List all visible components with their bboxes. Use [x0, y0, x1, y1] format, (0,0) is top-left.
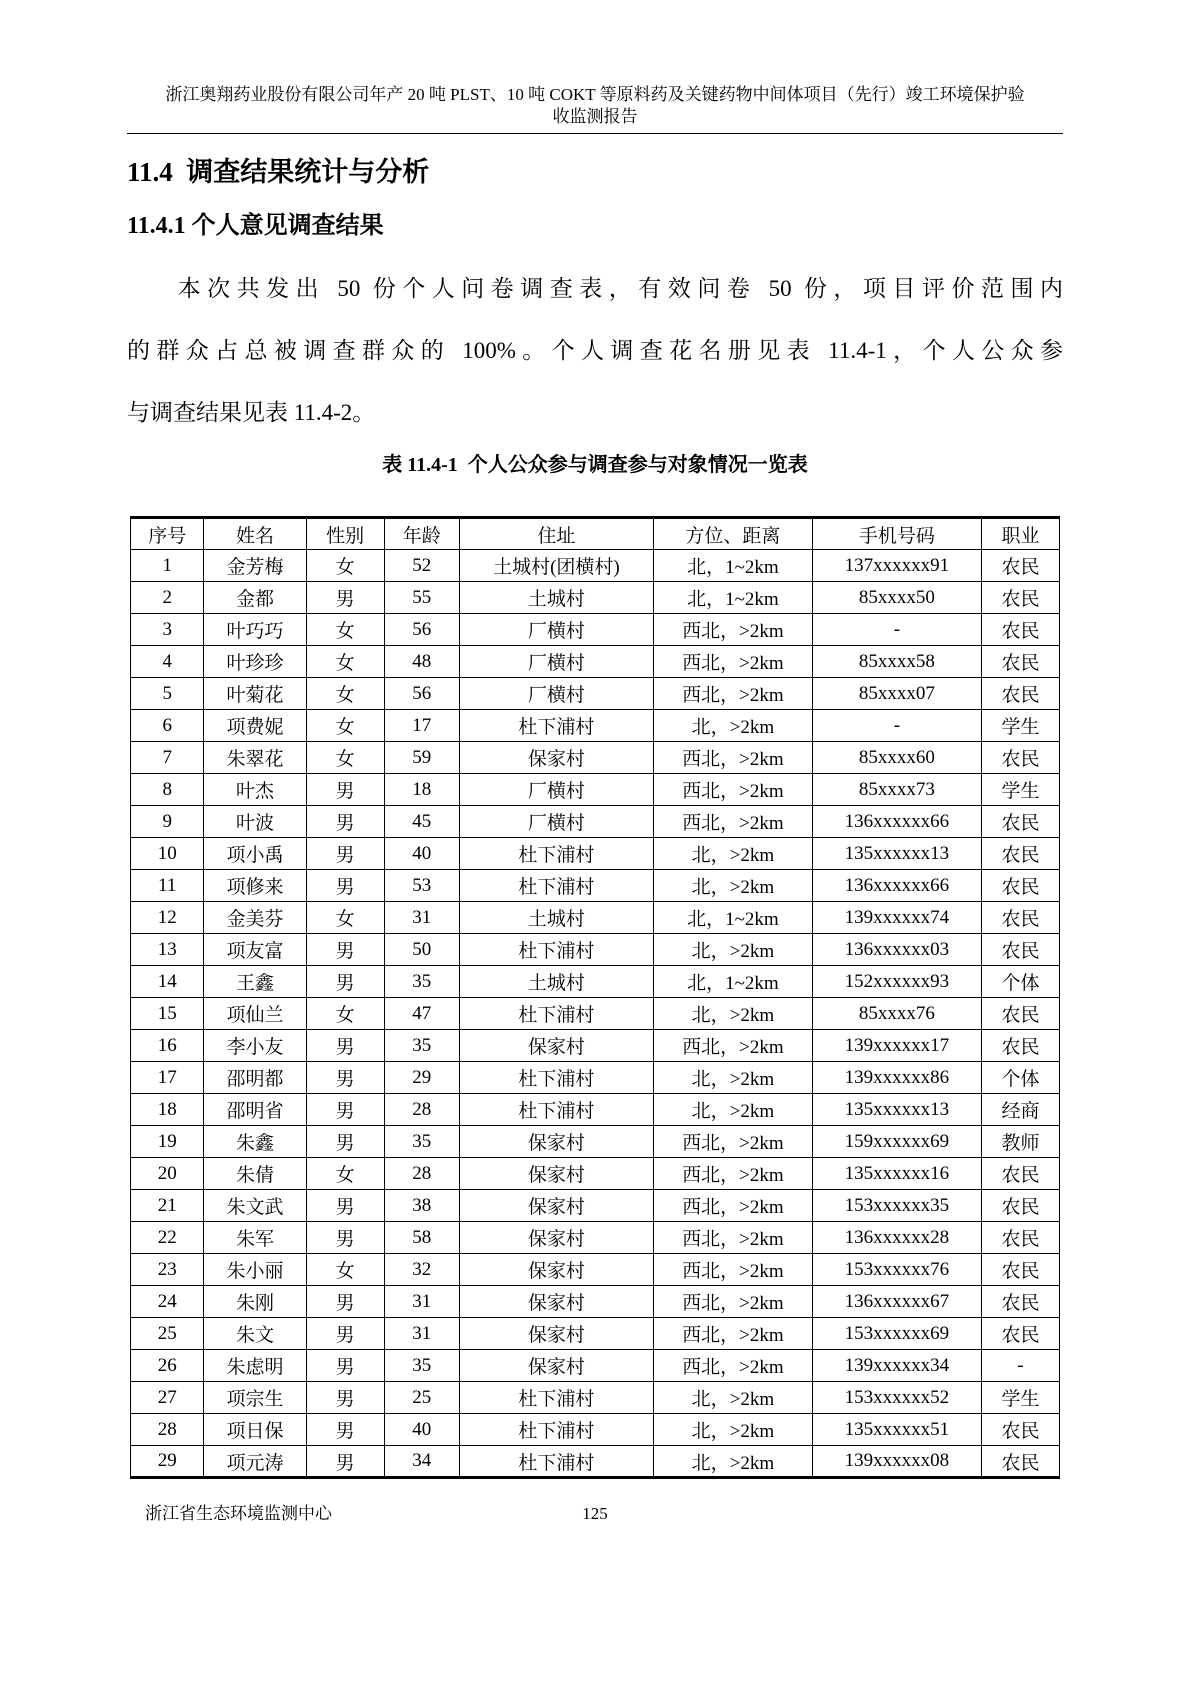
cell-age: 31: [384, 1286, 459, 1318]
cell-phone: 85xxxx07: [812, 678, 981, 710]
cell-address: 杜下浦村: [459, 838, 653, 870]
table-row: [131, 1158, 1060, 1190]
table-row: [131, 710, 1060, 742]
table-row: [131, 1222, 1060, 1254]
table-row: [131, 1286, 1060, 1318]
cell-index: 21: [131, 1190, 204, 1222]
paragraph-line: 本次共发出 50 份个人问卷调查表，有效问卷 50 份，项目评价范围内: [177, 276, 1063, 301]
cell-index: 14: [131, 966, 204, 998]
table-row: [131, 934, 1060, 966]
cell-direction-distance: 北，>2km: [654, 838, 813, 870]
cell-name: 朱刚: [204, 1286, 306, 1318]
cell-index: 16: [131, 1030, 204, 1062]
cell-age: 35: [384, 966, 459, 998]
cell-occupation: 农民: [981, 1254, 1059, 1286]
cell-direction-distance: 西北，>2km: [654, 1286, 813, 1318]
cell-gender: 女: [306, 550, 384, 582]
cell-phone: 139xxxxxx86: [812, 1062, 981, 1094]
cell-age: 47: [384, 998, 459, 1030]
cell-phone: 135xxxxxx16: [812, 1158, 981, 1190]
cell-age: 52: [384, 550, 459, 582]
paragraph-line: 的群众占总被调查群众的 100%。个人调查花名册见表 11.4-1，个人公众参: [127, 338, 1063, 363]
cell-name: 项元涛: [204, 1446, 306, 1478]
table-row: [131, 1254, 1060, 1286]
cell-name: 金美芬: [204, 902, 306, 934]
cell-direction-distance: 北，>2km: [654, 934, 813, 966]
cell-gender: 男: [306, 838, 384, 870]
section-title: 11.4 调查结果统计与分析: [127, 157, 430, 187]
cell-name: 叶杰: [204, 774, 306, 806]
cell-name: 朱文: [204, 1318, 306, 1350]
cell-direction-distance: 北，1~2km: [654, 550, 813, 582]
cell-occupation: 经商: [981, 1094, 1059, 1126]
running-header-line2: 收监测报告: [552, 107, 638, 126]
cell-index: 5: [131, 678, 204, 710]
table-row: [131, 806, 1060, 838]
cell-gender: 女: [306, 998, 384, 1030]
page-number: 125: [582, 1504, 608, 1523]
cell-age: 40: [384, 838, 459, 870]
cell-address: 土城村: [459, 966, 653, 998]
cell-name: 项费妮: [204, 710, 306, 742]
cell-address: 保家村: [459, 1030, 653, 1062]
cell-address: 杜下浦村: [459, 934, 653, 966]
cell-age: 45: [384, 806, 459, 838]
cell-direction-distance: 北，1~2km: [654, 966, 813, 998]
cell-index: 13: [131, 934, 204, 966]
cell-gender: 男: [306, 1350, 384, 1382]
cell-age: 40: [384, 1414, 459, 1446]
cell-age: 29: [384, 1062, 459, 1094]
cell-name: 邵明省: [204, 1094, 306, 1126]
cell-phone: 153xxxxxx52: [812, 1382, 981, 1414]
cell-index: 4: [131, 646, 204, 678]
header-cell: 手机号码: [812, 518, 981, 550]
cell-address: 厂横村: [459, 614, 653, 646]
table-row: [131, 998, 1060, 1030]
cell-address: 厂横村: [459, 806, 653, 838]
cell-phone: 153xxxxxx76: [812, 1254, 981, 1286]
cell-index: 24: [131, 1286, 204, 1318]
cell-direction-distance: 西北，>2km: [654, 1318, 813, 1350]
cell-name: 项友富: [204, 934, 306, 966]
cell-age: 56: [384, 678, 459, 710]
survey-table: [130, 516, 1060, 1479]
cell-address: 杜下浦村: [459, 1446, 653, 1478]
cell-direction-distance: 西北，>2km: [654, 1158, 813, 1190]
cell-gender: 男: [306, 582, 384, 614]
cell-phone: 139xxxxxx08: [812, 1446, 981, 1478]
cell-address: 杜下浦村: [459, 1382, 653, 1414]
table-body: [131, 550, 1060, 1478]
cell-phone: 135xxxxxx13: [812, 838, 981, 870]
cell-address: 杜下浦村: [459, 998, 653, 1030]
cell-name: 项修来: [204, 870, 306, 902]
table-row: [131, 838, 1060, 870]
cell-index: 9: [131, 806, 204, 838]
cell-address: 保家村: [459, 1126, 653, 1158]
header-cell: 住址: [459, 518, 653, 550]
cell-phone: 159xxxxxx69: [812, 1126, 981, 1158]
cell-direction-distance: 北，>2km: [654, 1382, 813, 1414]
cell-direction-distance: 北，>2km: [654, 1446, 813, 1478]
cell-address: 保家村: [459, 742, 653, 774]
cell-name: 叶巧巧: [204, 614, 306, 646]
cell-direction-distance: 北，>2km: [654, 870, 813, 902]
cell-index: 28: [131, 1414, 204, 1446]
cell-index: 10: [131, 838, 204, 870]
cell-phone: 85xxxx76: [812, 998, 981, 1030]
table-row: [131, 614, 1060, 646]
cell-address: 保家村: [459, 1222, 653, 1254]
cell-name: 金都: [204, 582, 306, 614]
cell-direction-distance: 西北，>2km: [654, 1030, 813, 1062]
cell-index: 11: [131, 870, 204, 902]
cell-name: 朱鑫: [204, 1126, 306, 1158]
cell-index: 8: [131, 774, 204, 806]
cell-gender: 男: [306, 1318, 384, 1350]
cell-phone: 85xxxx60: [812, 742, 981, 774]
cell-phone: 153xxxxxx35: [812, 1190, 981, 1222]
cell-address: 土城村(团横村): [459, 550, 653, 582]
cell-direction-distance: 西北，>2km: [654, 646, 813, 678]
cell-age: 56: [384, 614, 459, 646]
cell-gender: 女: [306, 614, 384, 646]
cell-age: 28: [384, 1158, 459, 1190]
cell-age: 35: [384, 1126, 459, 1158]
cell-address: 厂横村: [459, 678, 653, 710]
cell-direction-distance: 西北，>2km: [654, 742, 813, 774]
table-row: [131, 1382, 1060, 1414]
cell-gender: 女: [306, 902, 384, 934]
cell-occupation: 农民: [981, 1446, 1059, 1478]
cell-gender: 女: [306, 646, 384, 678]
cell-occupation: 农民: [981, 646, 1059, 678]
header-cell: 性别: [306, 518, 384, 550]
cell-direction-distance: 西北，>2km: [654, 1254, 813, 1286]
cell-name: 王鑫: [204, 966, 306, 998]
cell-age: 25: [384, 1382, 459, 1414]
cell-gender: 男: [306, 1446, 384, 1478]
table-row: [131, 902, 1060, 934]
cell-occupation: 农民: [981, 1190, 1059, 1222]
cell-address: 保家村: [459, 1254, 653, 1286]
cell-phone: 135xxxxxx13: [812, 1094, 981, 1126]
table-row: [131, 582, 1060, 614]
cell-address: 土城村: [459, 902, 653, 934]
cell-occupation: 农民: [981, 742, 1059, 774]
header-cell: 方位、距离: [654, 518, 813, 550]
cell-phone: 139xxxxxx34: [812, 1350, 981, 1382]
cell-age: 28: [384, 1094, 459, 1126]
table-title: 表 11.4-1 个人公众参与调查参与对象情况一览表: [382, 454, 808, 476]
cell-index: 23: [131, 1254, 204, 1286]
cell-occupation: 农民: [981, 1222, 1059, 1254]
cell-name: 项小禹: [204, 838, 306, 870]
table-row: [131, 1350, 1060, 1382]
cell-direction-distance: 西北，>2km: [654, 678, 813, 710]
cell-phone: 139xxxxxx74: [812, 902, 981, 934]
cell-gender: 男: [306, 1190, 384, 1222]
cell-occupation: 农民: [981, 934, 1059, 966]
header-cell: 年龄: [384, 518, 459, 550]
footer-org-name: 浙江省生态环境监测中心: [145, 1504, 332, 1523]
cell-occupation: 农民: [981, 806, 1059, 838]
table-row: [131, 550, 1060, 582]
cell-phone: 136xxxxxx66: [812, 806, 981, 838]
cell-age: 38: [384, 1190, 459, 1222]
cell-index: 15: [131, 998, 204, 1030]
cell-name: 邵明都: [204, 1062, 306, 1094]
page-content: [127, 0, 1063, 1525]
cell-index: 7: [131, 742, 204, 774]
cell-name: 项宗生: [204, 1382, 306, 1414]
cell-address: 厂横村: [459, 774, 653, 806]
cell-address: 保家村: [459, 1158, 653, 1190]
cell-name: 李小友: [204, 1030, 306, 1062]
cell-name: 金芳梅: [204, 550, 306, 582]
cell-phone: 85xxxx58: [812, 646, 981, 678]
cell-age: 59: [384, 742, 459, 774]
cell-direction-distance: 北，>2km: [654, 710, 813, 742]
table-row: [131, 1190, 1060, 1222]
cell-occupation: 农民: [981, 838, 1059, 870]
cell-occupation: 学生: [981, 774, 1059, 806]
cell-index: 19: [131, 1126, 204, 1158]
cell-gender: 男: [306, 774, 384, 806]
cell-gender: 男: [306, 1094, 384, 1126]
running-header-line1: 浙江奥翔药业股份有限公司年产 20 吨 PLST、10 吨 COKT 等原料药及关键药物中间体项目（先行）竣工环境保护验: [165, 85, 1025, 104]
cell-occupation: 农民: [981, 1030, 1059, 1062]
table-row: [131, 1094, 1060, 1126]
table-row: [131, 678, 1060, 710]
table-header-row: [131, 518, 1060, 550]
cell-occupation: -: [981, 1350, 1059, 1382]
cell-age: 50: [384, 934, 459, 966]
cell-phone: 136xxxxxx28: [812, 1222, 981, 1254]
cell-index: 1: [131, 550, 204, 582]
cell-gender: 女: [306, 1158, 384, 1190]
cell-gender: 女: [306, 742, 384, 774]
cell-address: 土城村: [459, 582, 653, 614]
cell-direction-distance: 北，>2km: [654, 1062, 813, 1094]
table-header: [131, 518, 1060, 550]
header-cell: 职业: [981, 518, 1059, 550]
cell-index: 27: [131, 1382, 204, 1414]
cell-address: 杜下浦村: [459, 1062, 653, 1094]
cell-age: 34: [384, 1446, 459, 1478]
cell-phone: 135xxxxxx51: [812, 1414, 981, 1446]
cell-phone: -: [812, 710, 981, 742]
cell-age: 53: [384, 870, 459, 902]
cell-index: 20: [131, 1158, 204, 1190]
cell-age: 31: [384, 1318, 459, 1350]
cell-name: 朱文武: [204, 1190, 306, 1222]
cell-name: 叶菊花: [204, 678, 306, 710]
table-row: [131, 1126, 1060, 1158]
cell-phone: -: [812, 614, 981, 646]
cell-age: 48: [384, 646, 459, 678]
cell-index: 17: [131, 1062, 204, 1094]
cell-occupation: 学生: [981, 710, 1059, 742]
table-row: [131, 1446, 1060, 1478]
cell-phone: 153xxxxxx69: [812, 1318, 981, 1350]
cell-gender: 男: [306, 1382, 384, 1414]
cell-phone: 85xxxx50: [812, 582, 981, 614]
cell-occupation: 教师: [981, 1126, 1059, 1158]
cell-index: 22: [131, 1222, 204, 1254]
cell-occupation: 学生: [981, 1382, 1059, 1414]
cell-age: 17: [384, 710, 459, 742]
cell-gender: 男: [306, 966, 384, 998]
cell-age: 55: [384, 582, 459, 614]
cell-age: 35: [384, 1350, 459, 1382]
table-row: [131, 1318, 1060, 1350]
cell-name: 朱虑明: [204, 1350, 306, 1382]
cell-direction-distance: 西北，>2km: [654, 1126, 813, 1158]
cell-address: 杜下浦村: [459, 870, 653, 902]
cell-occupation: 农民: [981, 1318, 1059, 1350]
cell-occupation: 农民: [981, 902, 1059, 934]
cell-index: 26: [131, 1350, 204, 1382]
table-row: [131, 646, 1060, 678]
cell-index: 18: [131, 1094, 204, 1126]
cell-gender: 女: [306, 1254, 384, 1286]
table-row: [131, 774, 1060, 806]
header-cell: 序号: [131, 518, 204, 550]
cell-occupation: 农民: [981, 1286, 1059, 1318]
cell-address: 杜下浦村: [459, 1094, 653, 1126]
cell-phone: 139xxxxxx17: [812, 1030, 981, 1062]
cell-occupation: 个体: [981, 966, 1059, 998]
cell-occupation: 农民: [981, 614, 1059, 646]
subsection-title: 11.4.1 个人意见调查结果: [127, 213, 384, 239]
running-header: [127, 0, 1063, 134]
cell-name: 朱军: [204, 1222, 306, 1254]
cell-gender: 女: [306, 710, 384, 742]
cell-phone: 152xxxxxx93: [812, 966, 981, 998]
cell-gender: 男: [306, 806, 384, 838]
cell-gender: 男: [306, 1414, 384, 1446]
cell-direction-distance: 西北，>2km: [654, 774, 813, 806]
cell-direction-distance: 西北，>2km: [654, 1350, 813, 1382]
cell-direction-distance: 北，>2km: [654, 1414, 813, 1446]
cell-occupation: 农民: [981, 550, 1059, 582]
cell-occupation: 个体: [981, 1062, 1059, 1094]
cell-gender: 男: [306, 1286, 384, 1318]
cell-age: 32: [384, 1254, 459, 1286]
cell-occupation: 农民: [981, 998, 1059, 1030]
cell-gender: 男: [306, 1222, 384, 1254]
cell-name: 朱倩: [204, 1158, 306, 1190]
cell-occupation: 农民: [981, 1158, 1059, 1190]
paragraph-line: 与调查结果见表 11.4-2。: [127, 400, 376, 425]
cell-direction-distance: 北，>2km: [654, 1094, 813, 1126]
cell-age: 35: [384, 1030, 459, 1062]
cell-index: 6: [131, 710, 204, 742]
cell-phone: 136xxxxxx66: [812, 870, 981, 902]
table-row: [131, 1062, 1060, 1094]
body-paragraph: [127, 258, 1063, 444]
cell-direction-distance: 西北，>2km: [654, 1222, 813, 1254]
cell-phone: 137xxxxxx91: [812, 550, 981, 582]
cell-name: 项仙兰: [204, 998, 306, 1030]
cell-index: 29: [131, 1446, 204, 1478]
cell-gender: 女: [306, 678, 384, 710]
cell-index: 2: [131, 582, 204, 614]
cell-age: 58: [384, 1222, 459, 1254]
cell-gender: 男: [306, 870, 384, 902]
cell-gender: 男: [306, 1030, 384, 1062]
cell-address: 保家村: [459, 1318, 653, 1350]
cell-address: 杜下浦村: [459, 710, 653, 742]
cell-index: 12: [131, 902, 204, 934]
cell-address: 保家村: [459, 1350, 653, 1382]
header-cell: 姓名: [204, 518, 306, 550]
cell-age: 18: [384, 774, 459, 806]
page-footer: [127, 1503, 1063, 1525]
cell-gender: 男: [306, 1062, 384, 1094]
cell-address: 保家村: [459, 1190, 653, 1222]
cell-direction-distance: 西北，>2km: [654, 806, 813, 838]
table-row: [131, 870, 1060, 902]
cell-occupation: 农民: [981, 1414, 1059, 1446]
cell-occupation: 农民: [981, 678, 1059, 710]
cell-direction-distance: 西北，>2km: [654, 1190, 813, 1222]
table-row: [131, 1414, 1060, 1446]
cell-phone: 136xxxxxx03: [812, 934, 981, 966]
cell-gender: 男: [306, 934, 384, 966]
table-row: [131, 742, 1060, 774]
cell-occupation: 农民: [981, 870, 1059, 902]
cell-name: 叶珍珍: [204, 646, 306, 678]
cell-address: 保家村: [459, 1286, 653, 1318]
cell-index: 3: [131, 614, 204, 646]
cell-phone: 85xxxx73: [812, 774, 981, 806]
cell-address: 杜下浦村: [459, 1414, 653, 1446]
cell-address: 厂横村: [459, 646, 653, 678]
cell-direction-distance: 西北，>2km: [654, 614, 813, 646]
cell-name: 叶波: [204, 806, 306, 838]
cell-phone: 136xxxxxx67: [812, 1286, 981, 1318]
cell-name: 朱小丽: [204, 1254, 306, 1286]
cell-index: 25: [131, 1318, 204, 1350]
cell-name: 项日保: [204, 1414, 306, 1446]
cell-direction-distance: 北，1~2km: [654, 902, 813, 934]
cell-direction-distance: 北，>2km: [654, 998, 813, 1030]
cell-occupation: 农民: [981, 582, 1059, 614]
cell-age: 31: [384, 902, 459, 934]
cell-direction-distance: 北，1~2km: [654, 582, 813, 614]
cell-name: 朱翠花: [204, 742, 306, 774]
table-row: [131, 1030, 1060, 1062]
table-row: [131, 966, 1060, 998]
cell-gender: 男: [306, 1126, 384, 1158]
